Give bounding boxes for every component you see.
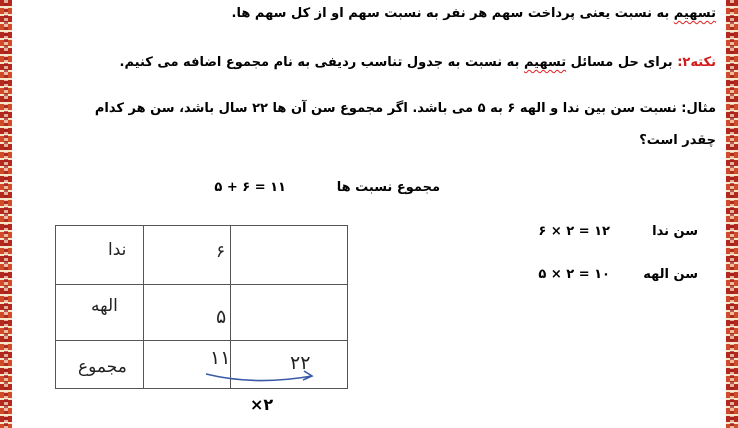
note-text-c: به نسبت به جدول تناسب ردیفی به نام مجموع اضافه می کنیم. — [119, 55, 524, 70]
example-line-1: مثال: نسبت سن بین ندا و الهه ۶ به ۵ می باشد. اگر مجموع سن آن ها ۲۲ سال باشد، سن هر کدام — [94, 101, 716, 116]
table-label-elahe: الهه — [91, 296, 118, 316]
table-label-total: مجموع — [78, 357, 127, 377]
neda-age-expression: ۶ × ۲ = ۱۲ — [538, 224, 610, 239]
multiply-arc — [200, 360, 320, 386]
cell-neda-result — [56, 226, 144, 285]
sum-of-ratios-expression: ۵ + ۶ = ۱۱ — [214, 180, 286, 195]
table-value-six: ۶ — [216, 242, 226, 262]
table-label-neda: ندا — [108, 240, 127, 260]
decorative-border-left — [0, 0, 12, 428]
table-value-five: ۵ — [216, 306, 227, 328]
sum-of-ratios-label: مجموع نسبت ها — [336, 180, 440, 195]
decorative-border-right — [726, 0, 738, 428]
table-value-eleven: ۱۱ — [210, 347, 231, 369]
note-text-a: برای حل مسائل — [566, 55, 678, 70]
neda-age-label: سن ندا — [652, 224, 698, 239]
note-tasheem-word: تسهیم — [523, 55, 567, 70]
elahe-age-expression: ۵ × ۲ = ۱۰ — [538, 267, 610, 282]
example-line-2: چقدر است؟ — [639, 133, 716, 148]
cell-neda-label — [230, 226, 347, 285]
definition-line — [232, 6, 716, 22]
cell-elahe-label — [230, 285, 347, 341]
note-label: نکته۲: — [677, 55, 716, 70]
note-line — [120, 55, 717, 71]
definition-text: به نسبت یعنی پرداخت سهم هر نفر به نسبت سهم او از کل سهم ها. — [231, 6, 674, 21]
table-value-twentytwo: ۲۲ — [290, 352, 311, 374]
tasheem-word: تسهیم — [673, 6, 716, 21]
multiplier-times-two: ×۲ — [250, 395, 274, 414]
elahe-age-label: سن الهه — [643, 267, 698, 282]
